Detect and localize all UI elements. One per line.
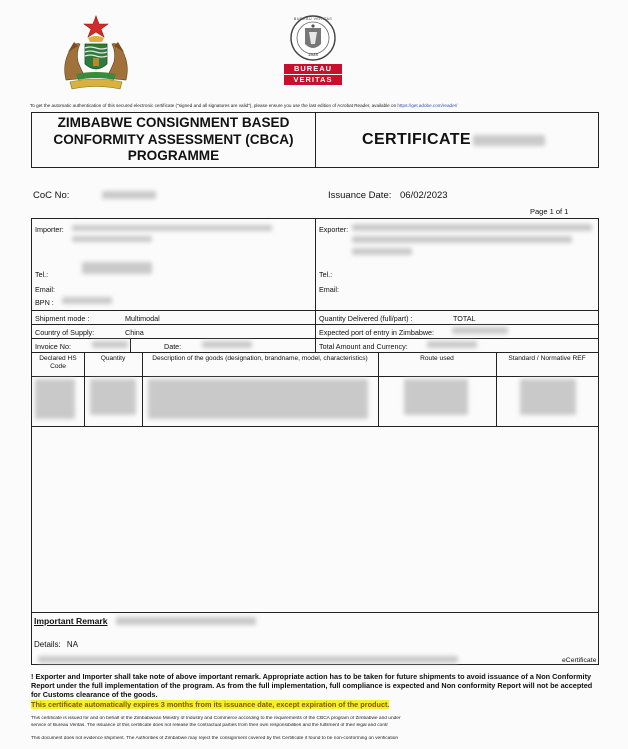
- rule-goods-col3: [378, 352, 379, 426]
- rule-remark-top: [32, 612, 598, 613]
- importer-email-label: Email:: [35, 285, 55, 294]
- rule-goods-col1: [84, 352, 85, 426]
- programme-title-line2: CONFORMITY ASSESSMENT (CBCA): [53, 131, 294, 147]
- shipment-mode-value: Multimodal: [125, 314, 160, 323]
- quantity-delivered-label: Quantity Delivered (full/part) :: [319, 314, 413, 323]
- exporter-label: Exporter:: [319, 225, 349, 234]
- programme-title: [53, 115, 293, 165]
- certificate-number-redacted: [473, 135, 545, 146]
- certificate-header: [31, 112, 599, 168]
- goods-description-redacted: [148, 379, 368, 419]
- fine-print-line2: service of Bureau Veritas. The issuance of this certificate does not release the contractual parties from their own responsibilities and the fulfilment of their legal and contr: [31, 723, 388, 728]
- coc-number-redacted: [102, 191, 156, 199]
- total-amount-redacted: [427, 341, 477, 348]
- certificate-title-cell: [316, 113, 598, 167]
- authentication-note-text: To get the automatic authentication of this secured electronic certificate ("signed and all signatures are valid"), please ensure you use the last edition of Acrobat Reader, available on: [30, 103, 397, 108]
- authentication-note: [30, 103, 600, 108]
- importer-bpn-redacted: [62, 297, 112, 304]
- programme-title-line1: ZIMBABWE CONSIGNMENT BASED: [57, 115, 290, 131]
- invoice-number-label: Invoice No:: [35, 342, 71, 351]
- rule-goods-col2: [142, 352, 143, 426]
- exporter-address-redacted: [352, 236, 572, 243]
- important-remark-title-text: Important Remark: [34, 616, 108, 626]
- invoice-date-redacted: [202, 341, 252, 348]
- details-label-text: Details:: [34, 640, 61, 649]
- issuance-date: [328, 190, 448, 201]
- programme-title-cell: [32, 113, 316, 167]
- country-of-supply-label: Country of Supply:: [35, 328, 95, 337]
- issuance-value: 06/02/2023: [400, 190, 448, 201]
- exporter-tel-label: Tel.:: [319, 270, 333, 279]
- col-header-route: Route used: [420, 355, 454, 362]
- details-value: NA: [66, 640, 79, 649]
- details-label: [34, 640, 78, 649]
- rule-invoice-date-divider: [130, 338, 131, 352]
- bv-label-veritas: VERITAS: [284, 75, 342, 85]
- shipment-mode-label: Shipment mode :: [35, 314, 90, 323]
- quantity-delivered-value: TOTAL: [453, 314, 476, 323]
- compliance-note-main: ! Exporter and Importer shall take note of above important remark. Appropriate action has to be taken for future shipments to avoid issuance of a Non Conformity Report under the full implementation of the program. As from the full implementation, full compliance is expected and Non conformity Report will not be accepted for Customs clearance of the goods.: [31, 672, 593, 700]
- verification-code-redacted: [38, 656, 458, 663]
- rule-goods-col4: [496, 352, 497, 426]
- rule-goods-rows-bottom: [32, 426, 598, 427]
- exporter-city-redacted: [352, 248, 412, 255]
- issuance-label: Issuance Date:: [328, 190, 392, 201]
- port-of-entry-label: Expected port of entry in Zimbabwe:: [319, 328, 435, 337]
- bv-year: 1828: [307, 52, 318, 57]
- country-of-supply-value: China: [125, 328, 144, 337]
- total-amount-label: Total Amount and Currency:: [319, 342, 408, 351]
- bureau-veritas-logo: [281, 14, 345, 90]
- certificate-details-table: [31, 218, 599, 665]
- coc-number: [33, 190, 156, 201]
- acrobat-reader-link[interactable]: https://get.adobe.com/reader/: [397, 103, 458, 108]
- rule-goods-header-bottom: [32, 376, 598, 377]
- goods-route-redacted: [404, 379, 468, 415]
- invoice-number-redacted: [92, 341, 128, 348]
- goods-standard-redacted: [520, 379, 576, 415]
- rule-invoice-bottom: [32, 352, 598, 353]
- col-header-standard: Standard / Normative REF: [508, 355, 586, 362]
- goods-quantity-redacted: [90, 379, 136, 415]
- important-remark-title: [34, 616, 108, 626]
- importer-tel-label: Tel.:: [35, 270, 49, 279]
- coc-label: CoC No:: [33, 190, 70, 201]
- importer-tel-redacted: [82, 262, 152, 274]
- importer-label: Importer:: [35, 225, 64, 234]
- bv-ring-text: BUREAU VERITAS: [293, 17, 333, 21]
- certificate-title: CERTIFICATE: [362, 131, 471, 148]
- compliance-notes: [31, 672, 599, 709]
- rule-middle-vertical: [315, 219, 316, 352]
- col-header-hs-code: Declared HS Code: [39, 355, 77, 370]
- programme-title-line3: PROGRAMME: [127, 148, 220, 164]
- fine-print-line1: This certificate is issued for and on behalf of the Zimbabwean Ministry of Industry and Commerce according to the requirements of the CBCA program of Zimbabwe and under: [31, 716, 401, 721]
- page-number: Page 1 of 1: [530, 207, 569, 216]
- zimbabwe-coat-of-arms-icon: [52, 14, 140, 92]
- col-header-description: Description of the goods (designation, brandname, model, characteristics): [152, 355, 368, 362]
- importer-bpn-label: BPN :: [35, 298, 54, 307]
- important-remark-redacted: [116, 617, 256, 625]
- expiry-note: [31, 700, 599, 709]
- importer-name-redacted: [72, 225, 272, 231]
- col-header-quantity: Quantity: [100, 355, 126, 362]
- expiry-note-text: This certificate automatically expires 3 months from its issuance date, except expiration of the product.: [31, 699, 390, 709]
- invoice-date-label: Date:: [164, 342, 182, 351]
- importer-address-redacted: [72, 236, 152, 242]
- fine-print-line3: This document does not evidence shipment. The Authorities of Zimbabwe may reject the consignment covered by this Certificate if found to be non-conforming on verification: [31, 736, 399, 741]
- port-of-entry-redacted: [452, 327, 508, 334]
- exporter-email-label: Email:: [319, 285, 339, 294]
- ecertificate-label: eCertificate: [562, 657, 597, 664]
- exporter-name-redacted: [352, 224, 592, 231]
- goods-hs-code-redacted: [35, 379, 75, 419]
- bv-label-bureau: BUREAU: [284, 64, 342, 74]
